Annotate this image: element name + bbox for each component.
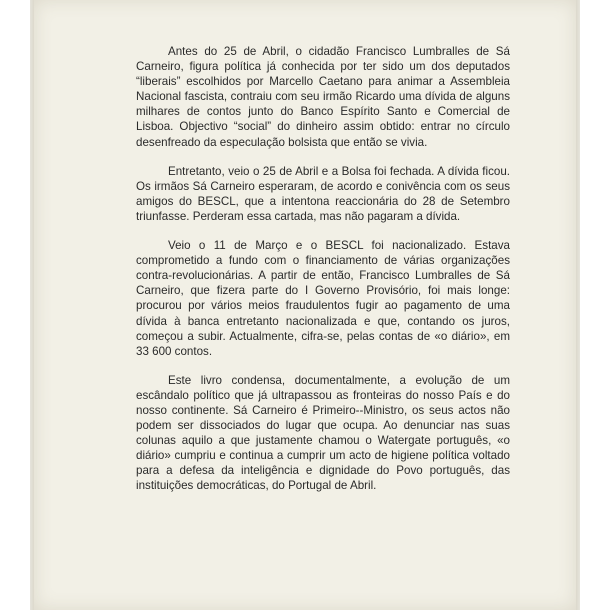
- paragraph-4: Este livro condensa, documentalmente, a evolução de um escândalo político que já ultrapassou as fronteiras do nosso País e do nosso continente. Sá Carneiro é Primeiro--Ministro, os seus actos não podem ser dissociados do lugar que ocupa. Ao denunciar nas suas colunas aquilo a que justamente chamou o Watergate português, «o diário» cumpriu e continua a cumprir um acto de higiene política voltado para a defesa da inteligência e dignidade do Povo português, das instituições democráticas, do Portugal de Abril.: [136, 373, 510, 493]
- book-text-column: [136, 44, 510, 494]
- paragraph-3: Veio o 11 de Março e o BESCL foi nacionalizado. Estava comprometido a fundo com o financiamento de várias organizações contra-revolucionárias. A partir de então, Francisco Lumbralles de Sá Carneiro, que fizera parte do I Governo Provisório, foi mais longe: procurou por vários meios fraudulentos fugir ao pagamento de uma dívida à banca entretanto nacionalizada e que, contando os juros, começou a subir. Actualmente, cifra-se, pelas contas de «o diário», em 33 600 contos.: [136, 239, 510, 358]
- page-edge-right: [576, 0, 580, 610]
- paragraph-2: Entretanto, veio o 25 de Abril e a Bolsa foi fechada. A dívida ficou. Os irmãos Sá Carneiro esperaram, de acordo e conivência com os seus amigos do BESCL, que a intentona reaccionária do 28 de Setembro triunfasse. Perderam essa cartada, mas não pagaram a dívida.: [136, 164, 510, 223]
- paragraph-1: Antes do 25 de Abril, o cidadão Francisco Lumbralles de Sá Carneiro, figura política já conhecida por ter sido um dos deputados “liberais” escolhidos por Marcello Caetano para animar a Assembleia Nacional fascista, contraiu com seu irmão Ricardo uma dívida de alguns milhares de contos junto do Banco Espírito Santo e Comercial de Lisboa. Objectivo “social” do dinheiro assim obtido: entrar no círculo desenfreado da especulação bolsista que então se vivia.: [136, 45, 510, 149]
